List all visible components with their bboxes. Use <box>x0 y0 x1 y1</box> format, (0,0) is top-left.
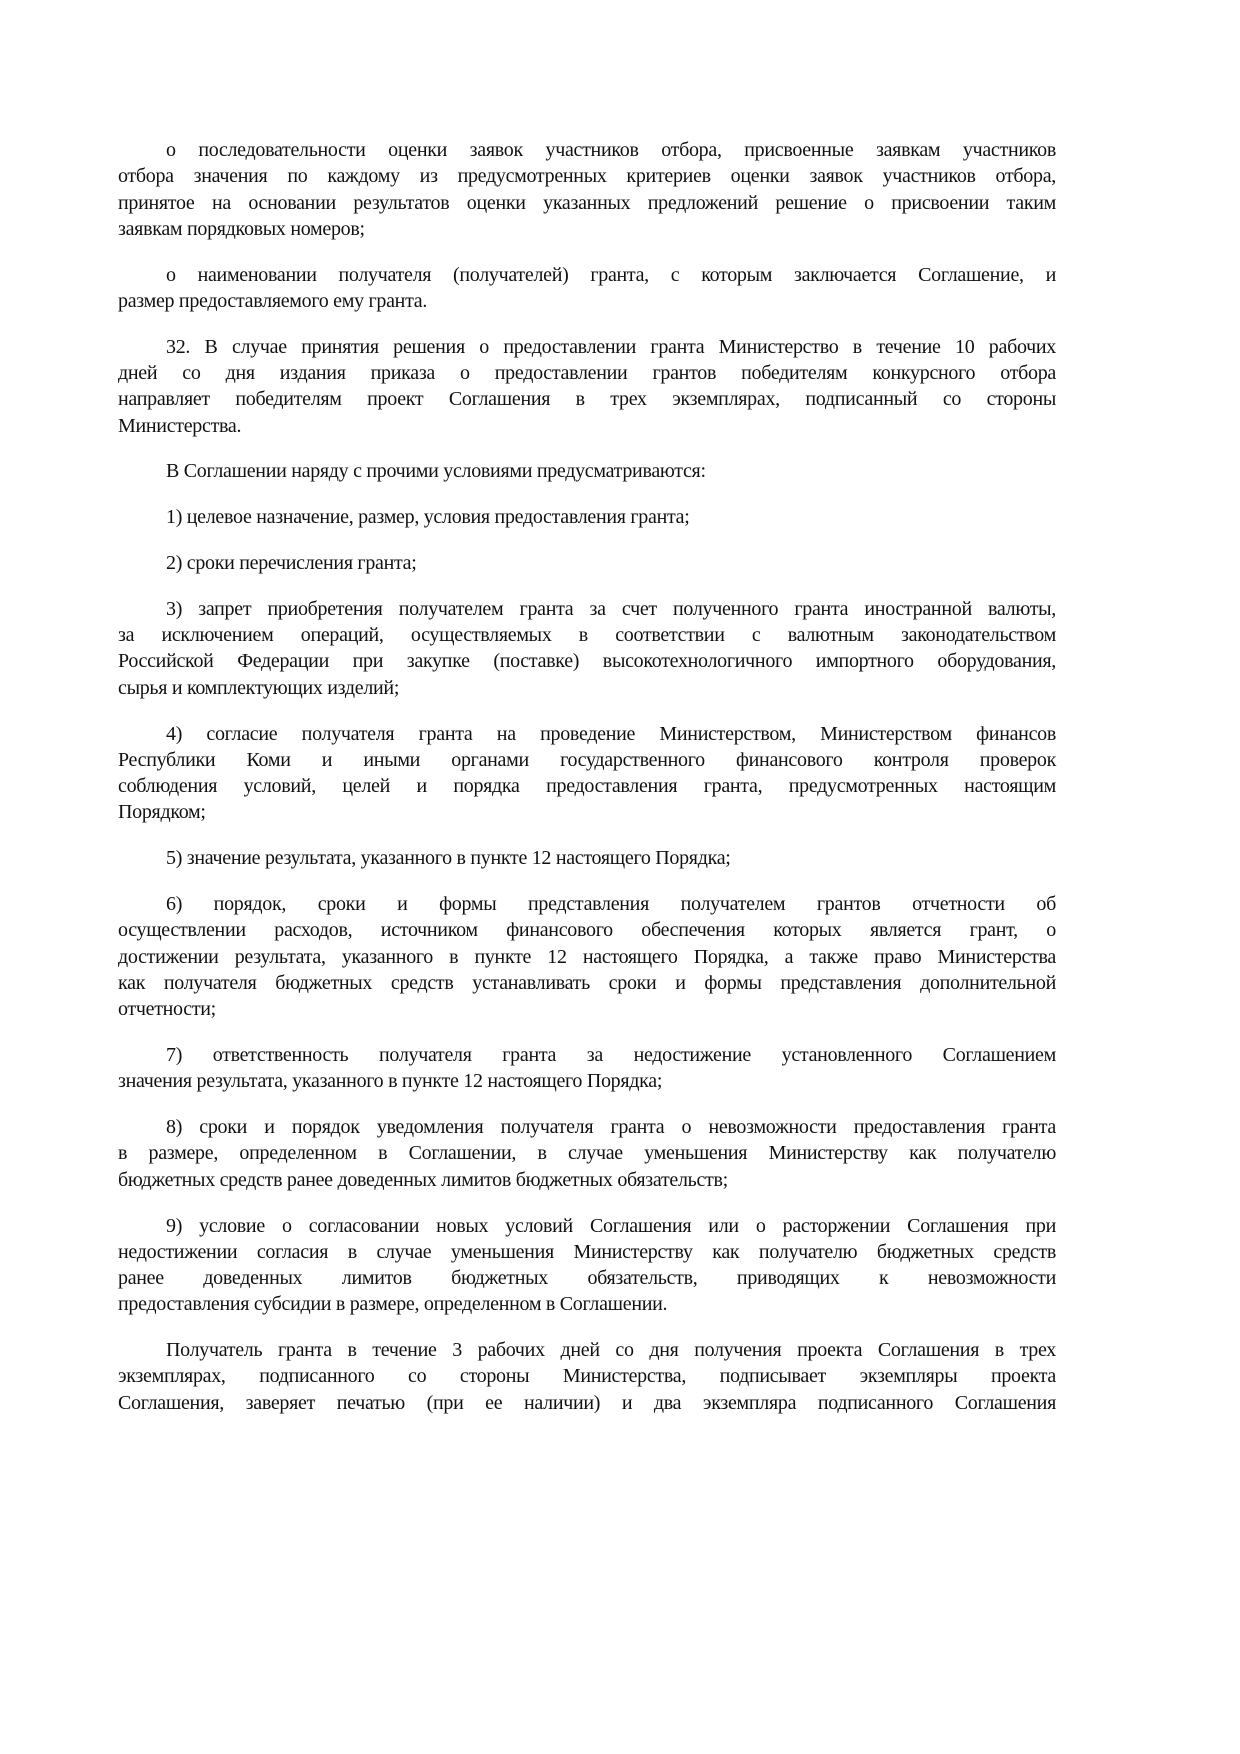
text-line: Получатель гранта в течение 3 рабочих дней со дня получения проекта Соглашения в трех <box>166 1339 1056 1362</box>
text-line: бюджетных средств ранее доведенных лимитов бюджетных обязательств; <box>118 1168 728 1191</box>
paragraph <box>118 1337 1056 1416</box>
text-line: отбора значения по каждому из предусмотренных критериев оценки заявок участников отбора, <box>118 165 1056 188</box>
text-line: о последовательности оценки заявок участников отбора, присвоенные заявкам участников <box>166 139 1056 161</box>
text-line: осуществлении расходов, источником финансового обеспечения которых является грант, о <box>118 919 1056 942</box>
text-line: 2) сроки перечисления гранта; <box>166 552 417 575</box>
text-line: недостижении согласия в случае уменьшения Министерству как получателю бюджетных средств <box>118 1240 1056 1263</box>
text-line: о наименовании получателя (получателей) гранта, с которым заключается Соглашение, и <box>166 263 1056 286</box>
paragraph <box>118 137 1056 242</box>
text-line: 9) условие о согласовании новых условий Соглашения или о расторжении Соглашения при <box>166 1214 1056 1237</box>
text-line: отчетности; <box>118 998 216 1021</box>
text-line: 1) целевое назначение, размер, условия предоставления гранта; <box>166 506 690 529</box>
text-line: значения результата, указанного в пункте 12 настоящего Порядка; <box>118 1070 663 1093</box>
text-line: Министерства. <box>118 414 242 437</box>
text-line: 7) ответственность получателя гранта за недостижение установленного Соглашением <box>166 1044 1056 1067</box>
paragraph <box>118 334 1056 439</box>
text-line: соблюдения условий, целей и порядка предоставления гранта, предусмотренных настоящим <box>118 775 1056 798</box>
text-line: Порядком; <box>118 801 206 824</box>
text-line: В Соглашении наряду с прочими условиями предусматриваются: <box>166 460 706 483</box>
text-line: предоставления субсидии в размере, определенном в Соглашении. <box>118 1293 668 1316</box>
text-line: за исключением операций, осуществляемых в соответствии с валютным законодательством <box>118 624 1056 647</box>
text-line: сырья и комплектующих изделий; <box>118 676 400 699</box>
text-line: 4) согласие получателя гранта на проведение Министерством, Министерством финансов <box>166 722 1056 745</box>
document-page <box>118 137 1056 1436</box>
paragraph <box>118 504 1056 530</box>
paragraph <box>118 1042 1056 1095</box>
text-line: Соглашения, заверяет печатью (при ее наличии) и два экземпляра подписанного Соглашения <box>118 1391 1056 1414</box>
text-line: 8) сроки и порядок уведомления получателя гранта о невозможности предоставления гранта <box>166 1116 1056 1139</box>
text-line: размер предоставляемого ему гранта. <box>118 289 428 312</box>
text-line: Республики Коми и иными органами государственного финансового контроля проверок <box>118 748 1056 771</box>
paragraph <box>118 845 1056 871</box>
paragraph <box>118 1213 1056 1318</box>
text-line: 32. В случае принятия решения о предоставлении гранта Министерство в течение 10 рабочих <box>166 335 1056 358</box>
text-line: как получателя бюджетных средств устанавливать сроки и формы представления дополнительной <box>118 971 1056 994</box>
paragraph <box>118 721 1056 826</box>
text-line: 5) значение результата, указанного в пункте 12 настоящего Порядка; <box>166 847 731 870</box>
paragraph <box>118 262 1056 315</box>
paragraph <box>118 1114 1056 1193</box>
text-line: 3) запрет приобретения получателем гранта за счет полученного гранта иностранной валюты, <box>166 597 1056 620</box>
text-line: экземплярах, подписанного со стороны Министерства, подписывает экземпляры проекта <box>118 1365 1056 1388</box>
text-line: 6) порядок, сроки и формы представления получателем грантов отчетности об <box>166 893 1056 916</box>
text-line: достижении результата, указанного в пункте 12 настоящего Порядка, а также право Министерства <box>118 945 1056 968</box>
text-line: направляет победителям проект Соглашения в трех экземплярах, подписанный со стороны <box>118 388 1056 411</box>
text-line: ранее доведенных лимитов бюджетных обязательств, приводящих к невозможности <box>118 1267 1056 1290</box>
paragraph <box>118 550 1056 576</box>
paragraph <box>118 458 1056 484</box>
text-line: дней со дня издания приказа о предоставлении грантов победителям конкурсного отбора <box>118 362 1056 385</box>
text-line: в размере, определенном в Соглашении, в случае уменьшения Министерству как получателю <box>118 1142 1056 1165</box>
text-line: заявкам порядковых номеров; <box>118 217 365 240</box>
paragraph <box>118 891 1056 1022</box>
paragraph <box>118 596 1056 701</box>
text-line: принятое на основании результатов оценки указанных предложений решение о присвоении таким <box>118 191 1056 214</box>
text-line: Российской Федерации при закупке (поставке) высокотехнологичного импортного оборудования, <box>118 650 1056 673</box>
